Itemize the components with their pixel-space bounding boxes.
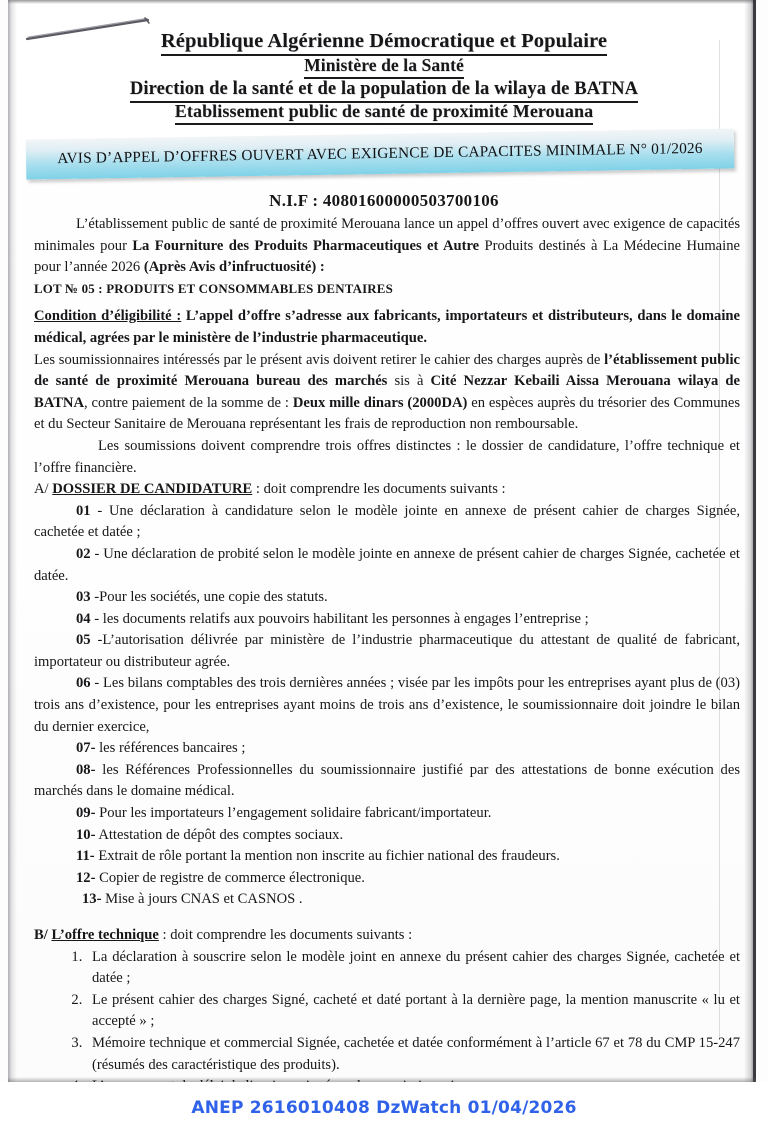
document-body [34, 214, 740, 1098]
withdrawal-part5: en espèces auprès du trésorier des Communes et du Secteur Sanitaire de Merouana représentant les frais de reproduction non remboursable. [34, 394, 741, 433]
item-number: 13- [82, 891, 102, 908]
header-line-3 [0, 79, 768, 103]
item-number: 04 [76, 610, 91, 627]
header-line-4-text: Etablissement public de santé de proximité Merouana [175, 101, 593, 125]
section-b-heading: L’offre technique [51, 927, 159, 943]
item-text: L’autorisation délivrée par ministère de l’industrie pharmaceutique du attestant de qualité de fabricant, importateur ou distributeur agrée. [34, 632, 740, 670]
section-b-prefix: B/ [34, 927, 52, 943]
list-item [34, 738, 740, 760]
withdrawal-part2: sis à [387, 373, 431, 390]
section-b-heading-line [34, 925, 740, 947]
intro-part1: L’établissement public de santé de proximité Merouana lance un appel d’offres ouvert avec exigence de capacités minimales pour [34, 216, 740, 254]
intro-paragraph [34, 214, 740, 279]
section-b-intro: : doit comprendre les documents suivants : [158, 927, 413, 943]
eligibility-heading: Condition d’éligibilité : [34, 308, 182, 325]
item-sep: - [90, 675, 103, 692]
intro-bold2: (Après Avis d’infructuosité) : [143, 259, 325, 276]
item-text: Pour les sociétés, une copie des statuts. [99, 589, 328, 606]
item-number: 08- [76, 761, 96, 778]
header-line-1 [0, 30, 768, 56]
item-sep: - [90, 545, 104, 562]
item-text: Les bilans comptables des trois dernières années ; visée par les impôts pour les entreprises ayant plus de (03) trois ans d’existence, pour les entreprises ayant moins de trois ans d’existence, le soumissionnaire doit joindre le bilan du dernier exercice, [34, 675, 740, 735]
item-text: les Références Professionnelles du soumissionnaire justifié par des attestations de bonne exécution des marchés dans le domaine médical. [34, 761, 740, 800]
list-item [34, 630, 740, 673]
list-item [34, 544, 740, 587]
item-sep: - [90, 502, 110, 519]
item-number: 07- [76, 740, 96, 757]
list-item [34, 609, 740, 631]
withdrawal-bold1: l’établissement public de santé de proximité Merouana bureau des marchés [34, 351, 740, 390]
item-text: Une déclaration de probité selon le modèle jointe en annexe de présent cahier de charges Signée, cachetée et datée. [34, 545, 740, 584]
item-sep: - [90, 589, 100, 606]
withdrawal-part1: Les soumissionnaires intéressés par le présent avis doivent retirer le cahier des charges auprès de [34, 351, 605, 368]
list-item [34, 889, 740, 911]
section-a-heading-line [34, 479, 740, 501]
section-b-items [34, 947, 740, 1098]
lot-line: LOT № 05 : PRODUITS ET CONSOMMABLES DENTAIRES [34, 281, 393, 296]
item-number: 05 [76, 632, 91, 649]
item-text: Une déclaration à candidature selon le modèle jointe en annexe de présent cahier de charges Signée, cachetée et datée ; [34, 502, 740, 541]
withdrawal-bold3: Deux mille dinars [292, 394, 404, 411]
eligibility-text: L’appel d’offre s’adresse aux fabricants, importateurs et distributeurs, dans le domaine médical, agrées par le ministère de l’industrie pharmaceutique. [34, 308, 740, 346]
intro-part2: Produits destinés à La Médecine Humaine pour l’année 2026 [34, 237, 740, 276]
item-number: 11- [76, 848, 95, 865]
section-a-items [34, 501, 740, 911]
header-line-2-text: Ministère de la Santé [304, 55, 464, 79]
section-a-heading: DOSSIER DE CANDIDATURE [52, 481, 253, 498]
list-item [34, 501, 740, 544]
header-line-3-text: Direction de la santé et de la population de la wilaya de BATNA [130, 79, 638, 103]
item-number: 09- [76, 805, 96, 822]
list-item [34, 868, 740, 890]
withdrawal-paragraph [34, 350, 740, 436]
withdrawal-part3: , contre paiement de la somme de : [84, 394, 293, 411]
item-sep: - [90, 610, 103, 627]
item-text: Extrait de rôle portant la mention non inscrite au fichier national des fraudeurs. [98, 848, 560, 865]
item-number: 06 [76, 675, 91, 692]
list-item [34, 587, 740, 609]
header-line-4 [0, 101, 768, 125]
intro-bold1: La Fourniture des Produits Pharmaceutiques et Autre [132, 237, 480, 254]
list-item: 3. Mémoire technique et commercial Signée, cachetée et datée conformément à l’article 67 et 78 du CMP 15-247 (résumés des caractéristique des produits). [86, 1033, 740, 1076]
item-text: les documents relatifs aux pouvoirs habilitant les personnes à engages l’entreprise ; [102, 610, 589, 627]
list-item [34, 760, 740, 803]
anep-reference: ANEP 2616010408 DzWatch 01/04/2026 [191, 1098, 577, 1118]
withdrawal-bold4: (2000DA) [407, 394, 468, 411]
item-text: les références bancaires ; [99, 740, 246, 757]
offers-note: Les soumissions doivent comprendre trois offres distinctes : le dossier de candidature, l’offre technique et l’offre financière. [34, 437, 740, 476]
header-line-1-text: République Algérienne Démocratique et Populaire [161, 30, 607, 56]
item-number: 02 [76, 545, 91, 562]
item-sep: - [90, 632, 103, 649]
list-item [34, 846, 740, 868]
list-item: 2. Le présent cahier des charges Signé, cacheté et daté portant à la dernière page, la mention manuscrite « lu et accepté » ; [86, 990, 740, 1033]
notice-banner-title: AVIS D’APPEL D’OFFRES OUVERT AVEC EXIGENCE DE CAPACITES MINIMALE N° 01/2026 [57, 139, 703, 168]
list-item: 1. La déclaration à souscrire selon le modèle joint en annexe du présent cahier des charges Signée, cachetée et datée ; [86, 947, 740, 990]
item-number: 12- [76, 869, 96, 886]
header-line-2 [0, 55, 768, 79]
nif-line: N.I.F : 40801600000503700106 [269, 191, 499, 210]
withdrawal-bold2: Cité Nezzar Kebaili Aissa Merouana wilaya de BATNA [34, 373, 741, 411]
item-number: 01 [76, 502, 91, 519]
item-text: Attestation de dépôt des comptes sociaux. [98, 826, 344, 843]
item-text: Copier de registre de commerce électronique. [99, 869, 365, 886]
item-text: Pour les importateurs l’engagement solidaire fabricant/importateur. [99, 805, 492, 822]
item-number: 10- [76, 826, 96, 843]
item-number: 03 [76, 589, 91, 606]
list-item [34, 673, 740, 738]
section-a-intro: : doit comprendre les documents suivants : [252, 481, 506, 498]
list-item [34, 803, 740, 825]
section-a-prefix: A/ [34, 481, 53, 498]
eligibility-paragraph [34, 306, 740, 349]
list-item [34, 825, 740, 847]
item-text: Mise à jours CNAS et CASNOS . [105, 891, 303, 908]
